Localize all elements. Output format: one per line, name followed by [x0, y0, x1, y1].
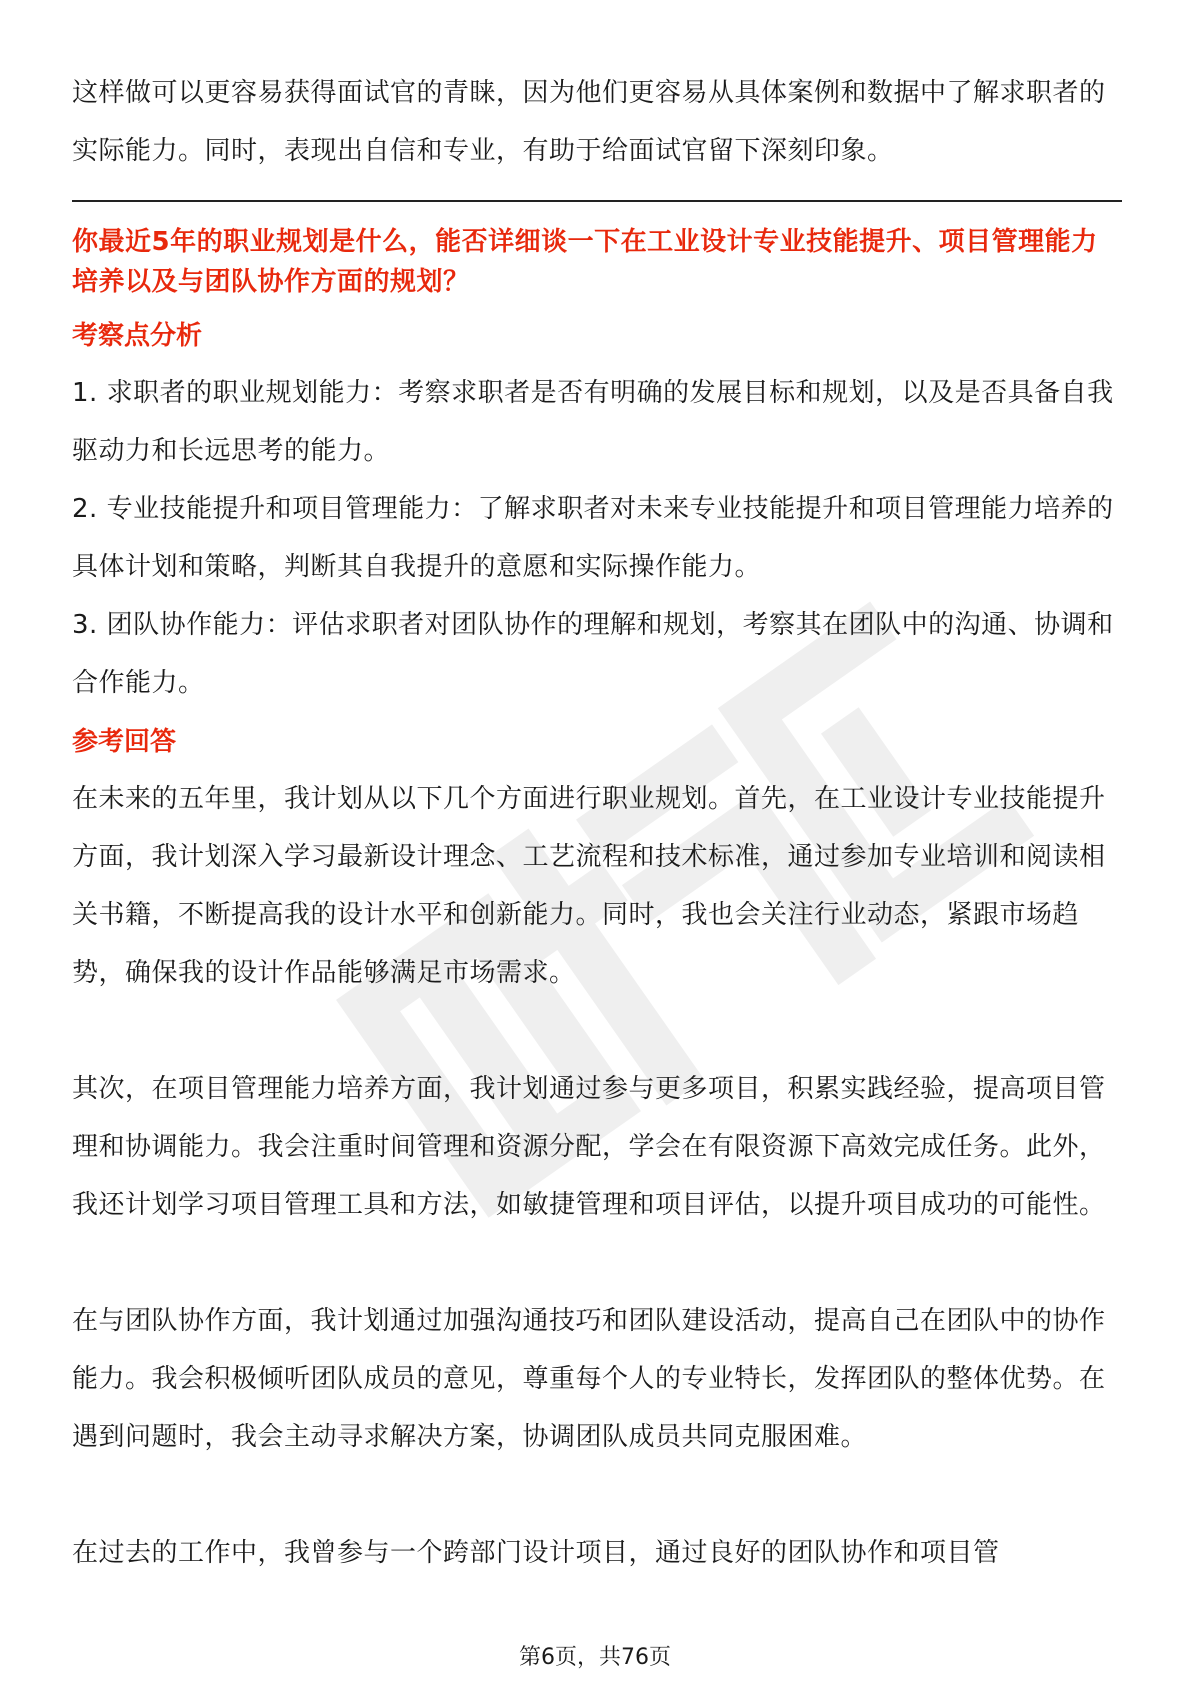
answer-paragraph: 在过去的工作中，我曾参与一个跨部门设计项目，通过良好的团队协作和项目管 — [72, 1538, 1000, 1568]
document-body — [72, 64, 1122, 1582]
analysis-heading: 考察点分析 — [72, 321, 203, 351]
answer-paragraph: 在未来的五年里，我计划从以下几个方面进行职业规划。首先，在工业设计专业技能提升方面，我计划深入学习最新设计理念、工艺流程和技术标准，通过参加专业培训和阅读相关书籍，不断提高我的设计水平和创新能力。同时，我也会关注行业动态，紧跟市场趋势，确保我的设计作品能够满足市场需求。 — [72, 784, 1106, 988]
page-number: 第6页，共76页 — [519, 1645, 671, 1670]
answer-paragraph: 其次，在项目管理能力培养方面，我计划通过参与更多项目，积累实践经验，提高项目管理和协调能力。我会注重时间管理和资源分配，学会在有限资源下高效完成任务。此外，我还计划学习项目管理工具和方法，如敏捷管理和项目评估，以提升项目成功的可能性。 — [72, 1074, 1106, 1220]
section-divider — [72, 200, 1122, 202]
analysis-item: 1. 求职者的职业规划能力：考察求职者是否有明确的发展目标和规划，以及是否具备自我驱动力和长远思考的能力。 — [72, 378, 1114, 466]
intro-paragraph: 这样做可以更容易获得面试官的青睐，因为他们更容易从具体案例和数据中了解求职者的实际能力。同时，表现出自信和专业，有助于给面试官留下深刻印象。 — [72, 78, 1106, 166]
answer-paragraph: 在与团队协作方面，我计划通过加强沟通技巧和团队建设活动，提高自己在团队中的协作能力。我会积极倾听团队成员的意见，尊重每个人的专业特长，发挥团队的整体优势。在遇到问题时，我会主动寻求解决方案，协调团队成员共同克服困难。 — [72, 1306, 1106, 1452]
interview-question: 你最近5年的职业规划是什么，能否详细谈一下在工业设计专业技能提升、项目管理能力培养以及与团队协作方面的规划？ — [72, 227, 1098, 297]
answer-heading: 参考回答 — [72, 727, 177, 757]
analysis-item: 2. 专业技能提升和项目管理能力：了解求职者对未来专业技能提升和项目管理能力培养的具体计划和策略，判断其自我提升的意愿和实际操作能力。 — [72, 494, 1114, 582]
analysis-item: 3. 团队协作能力：评估求职者对团队协作的理解和规划，考察其在团队中的沟通、协调和合作能力。 — [72, 610, 1114, 698]
